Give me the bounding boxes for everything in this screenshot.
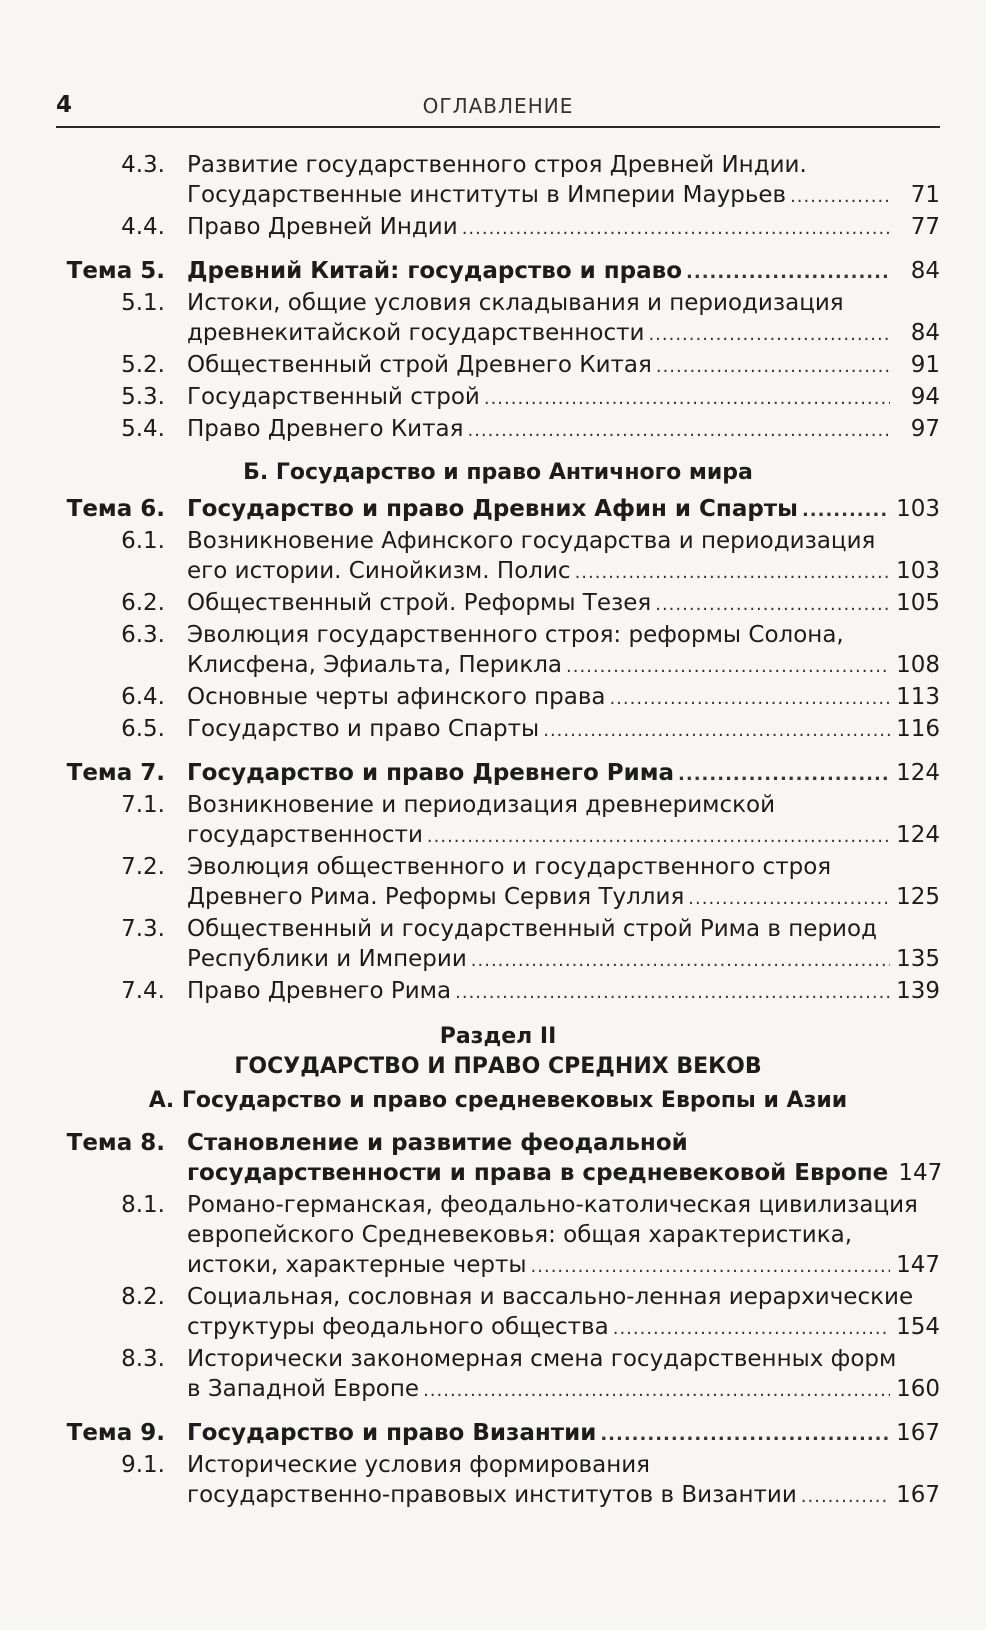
toc-page-number: 97: [910, 416, 940, 442]
toc-page-number: 147: [898, 1160, 943, 1186]
toc-number: 6.3.: [121, 622, 165, 648]
toc-item[interactable]: [56, 682, 940, 714]
dot-leader: [543, 716, 890, 746]
toc-item[interactable]: [56, 350, 940, 382]
toc-title: Право Древнего Рима: [187, 978, 452, 1004]
toc-topic[interactable]: [56, 1128, 943, 1190]
dot-leader: [471, 946, 890, 976]
dot-leader: [484, 384, 890, 414]
toc-title: Становление и развитие феодальной: [187, 1130, 688, 1156]
toc-item[interactable]: [56, 620, 940, 682]
dot-leader: [600, 1420, 890, 1450]
toc-page-number: 125: [896, 884, 940, 910]
dot-leader: [790, 182, 890, 212]
toc-page-number: 135: [896, 946, 940, 972]
toc-title: Общественный строй Древнего Китая: [187, 352, 652, 378]
toc-title: Эволюция государственного строя: реформы Солона,: [187, 622, 844, 648]
toc-number: 8.2.: [121, 1284, 165, 1310]
toc-page-number: 139: [896, 978, 940, 1004]
toc-title: Клисфена, Эфиальта, Перикла: [187, 652, 563, 678]
table-of-contents: [56, 150, 943, 1512]
dot-leader: [531, 1252, 890, 1282]
toc-page-number: 147: [896, 1252, 940, 1278]
toc-title: в Западной Европе: [187, 1376, 420, 1402]
toc-page-number: 71: [910, 182, 940, 208]
dot-leader: [655, 590, 890, 620]
toc-title: его истории. Синойкизм. Полис: [187, 558, 571, 584]
toc-title: Право Древнего Китая: [187, 416, 464, 442]
toc-title: Возникновение Афинского государства и периодизация: [187, 528, 876, 554]
toc-page-number: 154: [896, 1314, 940, 1340]
toc-page-number: 105: [896, 590, 940, 616]
toc-item[interactable]: [56, 1190, 940, 1282]
toc-number: Тема 5.: [66, 258, 165, 284]
toc-item[interactable]: [56, 790, 940, 852]
toc-item[interactable]: [56, 414, 940, 446]
toc-number: Тема 9.: [66, 1420, 165, 1446]
toc-title: Общественный строй. Реформы Тезея: [187, 590, 652, 616]
toc-page-number: 91: [910, 352, 940, 378]
toc-item[interactable]: [56, 150, 940, 212]
toc-title: Исторические условия формирования: [187, 1452, 651, 1478]
toc-title: Государство и право Спарты: [187, 716, 540, 742]
toc-number: 6.1.: [121, 528, 165, 554]
dot-leader: [609, 684, 890, 714]
toc-title: Республики и Империи: [187, 946, 467, 972]
toc-title: Государство и право Византии: [187, 1420, 597, 1446]
toc-page-number: 84: [910, 320, 940, 346]
toc-item[interactable]: [56, 212, 940, 244]
toc-item[interactable]: [56, 852, 940, 914]
toc-number: 4.3.: [121, 152, 165, 178]
toc-page-number: 167: [896, 1482, 940, 1508]
toc-item[interactable]: [56, 976, 940, 1008]
toc-topic[interactable]: [56, 758, 940, 790]
toc-title: Государство и право Древнего Рима: [187, 760, 675, 786]
toc-item[interactable]: [56, 1344, 940, 1406]
toc-page-number: 94: [910, 384, 940, 410]
toc-title: Социальная, сословная и вассально-ленная иерархические: [187, 1284, 914, 1310]
toc-title: Государственный строй: [187, 384, 480, 410]
toc-number: 7.2.: [121, 854, 165, 880]
section-heading: Раздел II: [439, 1024, 557, 1049]
toc-title: Право Древней Индии: [187, 214, 458, 240]
toc-item[interactable]: [56, 588, 940, 620]
dot-leader: [566, 652, 890, 682]
toc-page-number: 103: [896, 558, 940, 584]
toc-item[interactable]: [56, 1282, 940, 1344]
toc-number: 4.4.: [121, 214, 165, 240]
dot-leader: [656, 352, 890, 382]
toc-title: Древнего Рима. Реформы Сервия Туллия: [187, 884, 685, 910]
toc-item[interactable]: [56, 382, 940, 414]
dot-leader: [648, 320, 890, 350]
toc-title: Исторически закономерная смена государственных форм: [187, 1346, 897, 1372]
section-heading: ГОСУДАРСТВО И ПРАВО СРЕДНИХ ВЕКОВ: [234, 1054, 762, 1079]
toc-title: Общественный и государственный строй Рима в период: [187, 916, 877, 942]
toc-page-number: 113: [896, 684, 940, 710]
toc-number: Тема 6.: [66, 496, 165, 522]
dot-leader: [575, 558, 890, 588]
page-header: [56, 92, 940, 128]
toc-topic[interactable]: [56, 1418, 940, 1450]
toc-item[interactable]: [56, 914, 940, 976]
toc-item[interactable]: [56, 1450, 940, 1512]
toc-page-number: 124: [896, 760, 940, 786]
toc-number: 6.5.: [121, 716, 165, 742]
toc-page-number: 77: [910, 214, 940, 240]
toc-title: европейского Средневековья: общая характеристика,: [187, 1222, 853, 1248]
dot-leader: [678, 760, 890, 790]
dot-leader: [686, 258, 890, 288]
dot-leader: [802, 496, 890, 526]
toc-number: 7.3.: [121, 916, 165, 942]
toc-title: Возникновение и периодизация древнеримской: [187, 792, 776, 818]
toc-title: структуры феодального общества: [187, 1314, 609, 1340]
toc-number: 8.3.: [121, 1346, 165, 1372]
toc-topic[interactable]: [56, 494, 940, 526]
toc-page-number: 103: [896, 496, 940, 522]
dot-leader: [423, 1376, 890, 1406]
toc-title: Государственные институты в Империи Маурьев: [187, 182, 787, 208]
toc-number: 8.1.: [121, 1192, 165, 1218]
toc-topic[interactable]: [56, 256, 940, 288]
dot-leader: [427, 822, 890, 852]
page-title: ОГЛАВЛЕНИЕ: [422, 94, 574, 118]
toc-title: Развитие государственного строя Древней Индии.: [187, 152, 807, 178]
toc-number: 5.1.: [121, 290, 165, 316]
toc-page-number: 84: [910, 258, 940, 284]
toc-title: государственности и права в средневековой Европе: [187, 1160, 889, 1186]
toc-title: государственно-правовых институтов в Византии: [187, 1482, 797, 1508]
toc-title: истоки, характерные черты: [187, 1252, 527, 1278]
toc-number: 5.4.: [121, 416, 165, 442]
dot-leader: [613, 1314, 890, 1344]
toc-number: 7.4.: [121, 978, 165, 1004]
toc-number: 6.4.: [121, 684, 165, 710]
toc-title: государственности: [187, 822, 423, 848]
dot-leader: [801, 1482, 890, 1512]
toc-page-number: 167: [896, 1420, 940, 1446]
section-heading: А. Государство и право средневековых Европы и Азии: [148, 1088, 848, 1113]
dot-leader: [455, 978, 890, 1008]
toc-title: Романо-германская, феодально-католическая цивилизация: [187, 1192, 918, 1218]
toc-item[interactable]: [56, 288, 940, 350]
toc-number: 7.1.: [121, 792, 165, 818]
toc-number: 5.3.: [121, 384, 165, 410]
toc-title: Истоки, общие условия складывания и периодизация: [187, 290, 844, 316]
toc-title: Древний Китай: государство и право: [187, 258, 683, 284]
toc-title: Эволюция общественного и государственного строя: [187, 854, 832, 880]
dot-leader: [462, 214, 890, 244]
page-number: 4: [56, 92, 73, 118]
toc-page-number: 116: [896, 716, 940, 742]
toc-item[interactable]: [56, 526, 940, 588]
toc-number: 9.1.: [121, 1452, 165, 1478]
toc-title: Государство и право Древних Афин и Спарты: [187, 496, 798, 522]
toc-number: 6.2.: [121, 590, 165, 616]
dot-leader: [688, 884, 890, 914]
toc-title: древнекитайской государственности: [187, 320, 645, 346]
toc-item[interactable]: [56, 714, 940, 746]
dot-leader: [467, 416, 890, 446]
toc-page-number: 124: [896, 822, 940, 848]
toc-number: Тема 8.: [66, 1130, 165, 1156]
toc-number: Тема 7.: [66, 760, 165, 786]
toc-number: 5.2.: [121, 352, 165, 378]
toc-page-number: 160: [896, 1376, 940, 1402]
toc-title: Основные черты афинского права: [187, 684, 606, 710]
toc-page-number: 108: [896, 652, 940, 678]
section-heading: Б. Государство и право Античного мира: [243, 460, 753, 485]
